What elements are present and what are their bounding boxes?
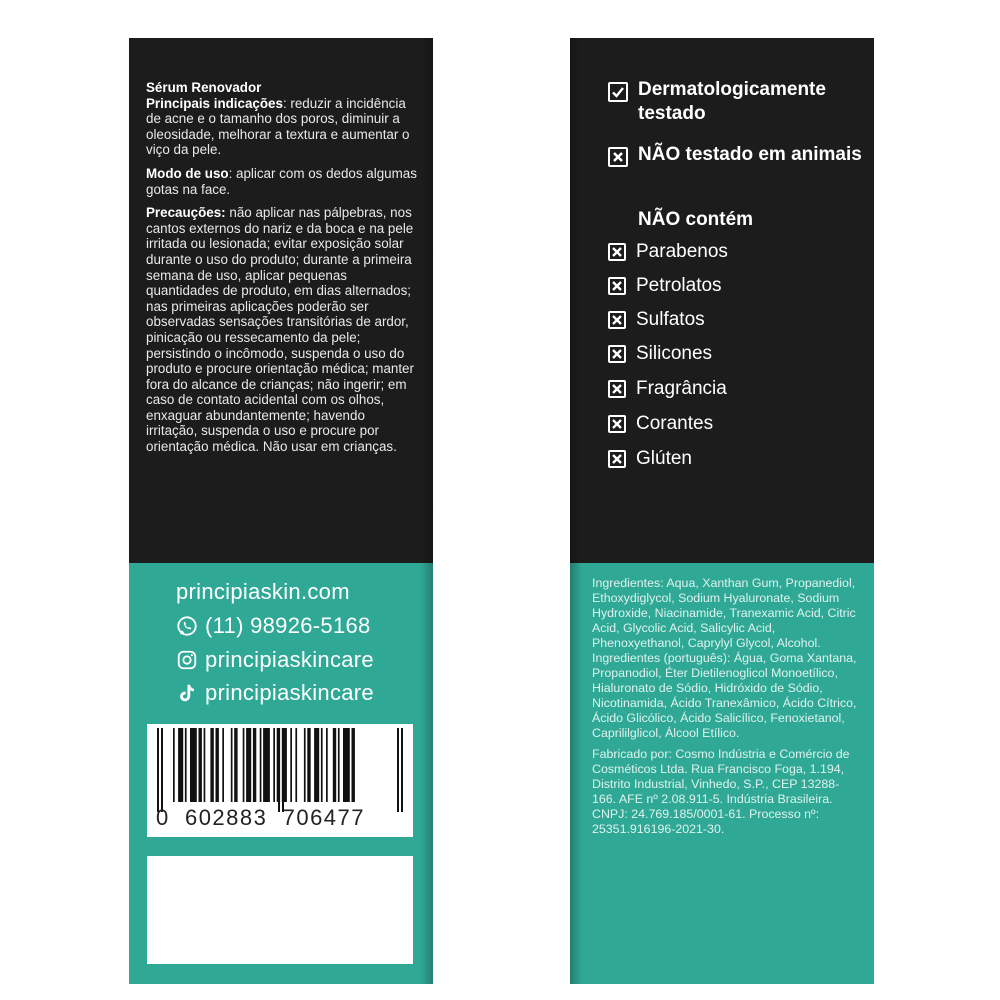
free-from-item bbox=[608, 241, 728, 263]
whatsapp-icon bbox=[176, 615, 198, 637]
usage-text: : aplicar com os dedos algumas gotas na face. bbox=[146, 165, 417, 197]
phone-text: (11) 98926-5168 bbox=[205, 613, 371, 638]
checkbox-x-icon bbox=[608, 243, 626, 261]
fold-shadow bbox=[421, 38, 433, 563]
free-from-label: Parabenos bbox=[636, 241, 728, 262]
barcode bbox=[147, 724, 413, 837]
tiktok-handle: principiaskincare bbox=[205, 680, 374, 705]
fold-shadow bbox=[570, 563, 582, 984]
website-link[interactable] bbox=[176, 579, 350, 605]
ingredients-block bbox=[592, 576, 862, 843]
precautions-label: Precauções: bbox=[146, 205, 226, 221]
free-from-label: Corantes bbox=[636, 413, 714, 434]
product-description bbox=[146, 80, 418, 463]
free-from-item bbox=[608, 343, 712, 365]
checkbox-x-icon bbox=[608, 450, 626, 468]
checkbox-x-icon bbox=[608, 380, 626, 398]
free-from-item bbox=[608, 309, 705, 331]
indications-text: : reduzir a incidência de acne e o tamanho dos poros, diminuir a oleosidade, melhorar a textura e aumentar o viço da pele. bbox=[146, 95, 410, 158]
right-dark-section bbox=[570, 38, 874, 563]
tiktok-icon bbox=[176, 682, 198, 704]
claim-text: NÃO testado em animais bbox=[638, 144, 862, 165]
right-package-panel bbox=[570, 38, 874, 984]
free-from-item bbox=[608, 275, 722, 297]
instagram-handle: principiaskincare bbox=[205, 647, 374, 672]
fold-shadow bbox=[421, 563, 433, 984]
free-from-label: Fragrância bbox=[636, 378, 727, 399]
checkbox-x-icon bbox=[608, 277, 626, 295]
fold-shadow bbox=[570, 38, 582, 563]
checkbox-x-icon bbox=[608, 345, 626, 363]
free-from-label: Silicones bbox=[636, 343, 713, 364]
instagram-contact[interactable] bbox=[176, 647, 374, 673]
free-from-label: Petrolatos bbox=[636, 275, 722, 296]
indications-label: Principais indicações bbox=[146, 95, 283, 111]
phone-contact[interactable] bbox=[176, 613, 371, 639]
usage-label: Modo de uso bbox=[146, 165, 229, 181]
free-from-label: Glúten bbox=[636, 448, 692, 469]
product-title: Sérum Renovador bbox=[146, 80, 262, 95]
left-package-panel bbox=[129, 38, 433, 984]
free-from-item bbox=[608, 448, 692, 470]
free-from-title: NÃO contém bbox=[638, 209, 754, 230]
free-from-label: Sulfatos bbox=[636, 309, 705, 330]
checkbox-x-icon bbox=[608, 147, 628, 167]
free-from-item bbox=[608, 378, 727, 400]
claim-text: Dermatologicamente testado bbox=[638, 79, 826, 124]
barcode-number: 0 602883 706477 bbox=[156, 805, 366, 830]
free-from-item bbox=[608, 413, 713, 435]
checkbox-check-icon bbox=[608, 82, 628, 102]
left-dark-section bbox=[129, 38, 433, 563]
ingredients-text: Ingredientes: Aqua, Xanthan Gum, Propanediol, Ethoxydiglycol, Sodium Hyaluronate, Sodium Hydroxide, Niacinamide, Tranexamic Acid, Citric Acid, Glycolic Acid, Salicylic Acid, Phenoxyethanol, Caprylyl Glycol, Alcohol. Ingredientes (português): Água, Goma Xantana, Propanodiol, Éter Dietilenoglicol Monoetílico, Hialuronato de Sódio, Hidróxido de Sódio, Nicotinamida, Ácido Tranexâmico, Ácido Cítrico, Ácido Glicólico, Ácido Salicílico, Fenoxietanol, Caprililglicol, Álcool Etílico. bbox=[592, 576, 857, 740]
manufacturer-text: Fabricado por: Cosmo Indústria e Comércio de Cosméticos Ltda. Rua Francisco Foga, 1.194, Distrito Industrial, Vinhedo, S.P., CEP 13288-166. AFE nº 2.08.911-5. Indústria Brasileira. CNPJ: 24.769.185/0001-61. Processo nº: 25351.916196-2021-30. bbox=[592, 747, 850, 836]
checkbox-x-icon bbox=[608, 415, 626, 433]
tiktok-contact[interactable] bbox=[176, 680, 374, 706]
checkbox-x-icon bbox=[608, 311, 626, 329]
precautions-text: não aplicar nas pálpebras, nos cantos externos do nariz e da boca e na pele irritada ou lesionada; evitar exposição solar durante o uso do produto; durante a primeira semana de uso, aplicar pequenas quantidades de produto, em dias alternados; nas primeiras aplicações poderão ser observadas sensações transitórias de ardor, pinicação ou ressecamento da pele; persistindo o incômodo, suspenda o uso do produto e procure orientação médica; manter fora do alcance de crianças; não ingerir; em caso de contato acidental com os olhos, enxaguar abundantemente; havendo irritação, suspenda o uso e procure por orientação médica. Não usar em crianças. bbox=[146, 205, 414, 455]
website-text: principiaskin.com bbox=[176, 579, 350, 604]
instagram-icon bbox=[176, 649, 198, 671]
blank-label-area bbox=[147, 856, 413, 964]
